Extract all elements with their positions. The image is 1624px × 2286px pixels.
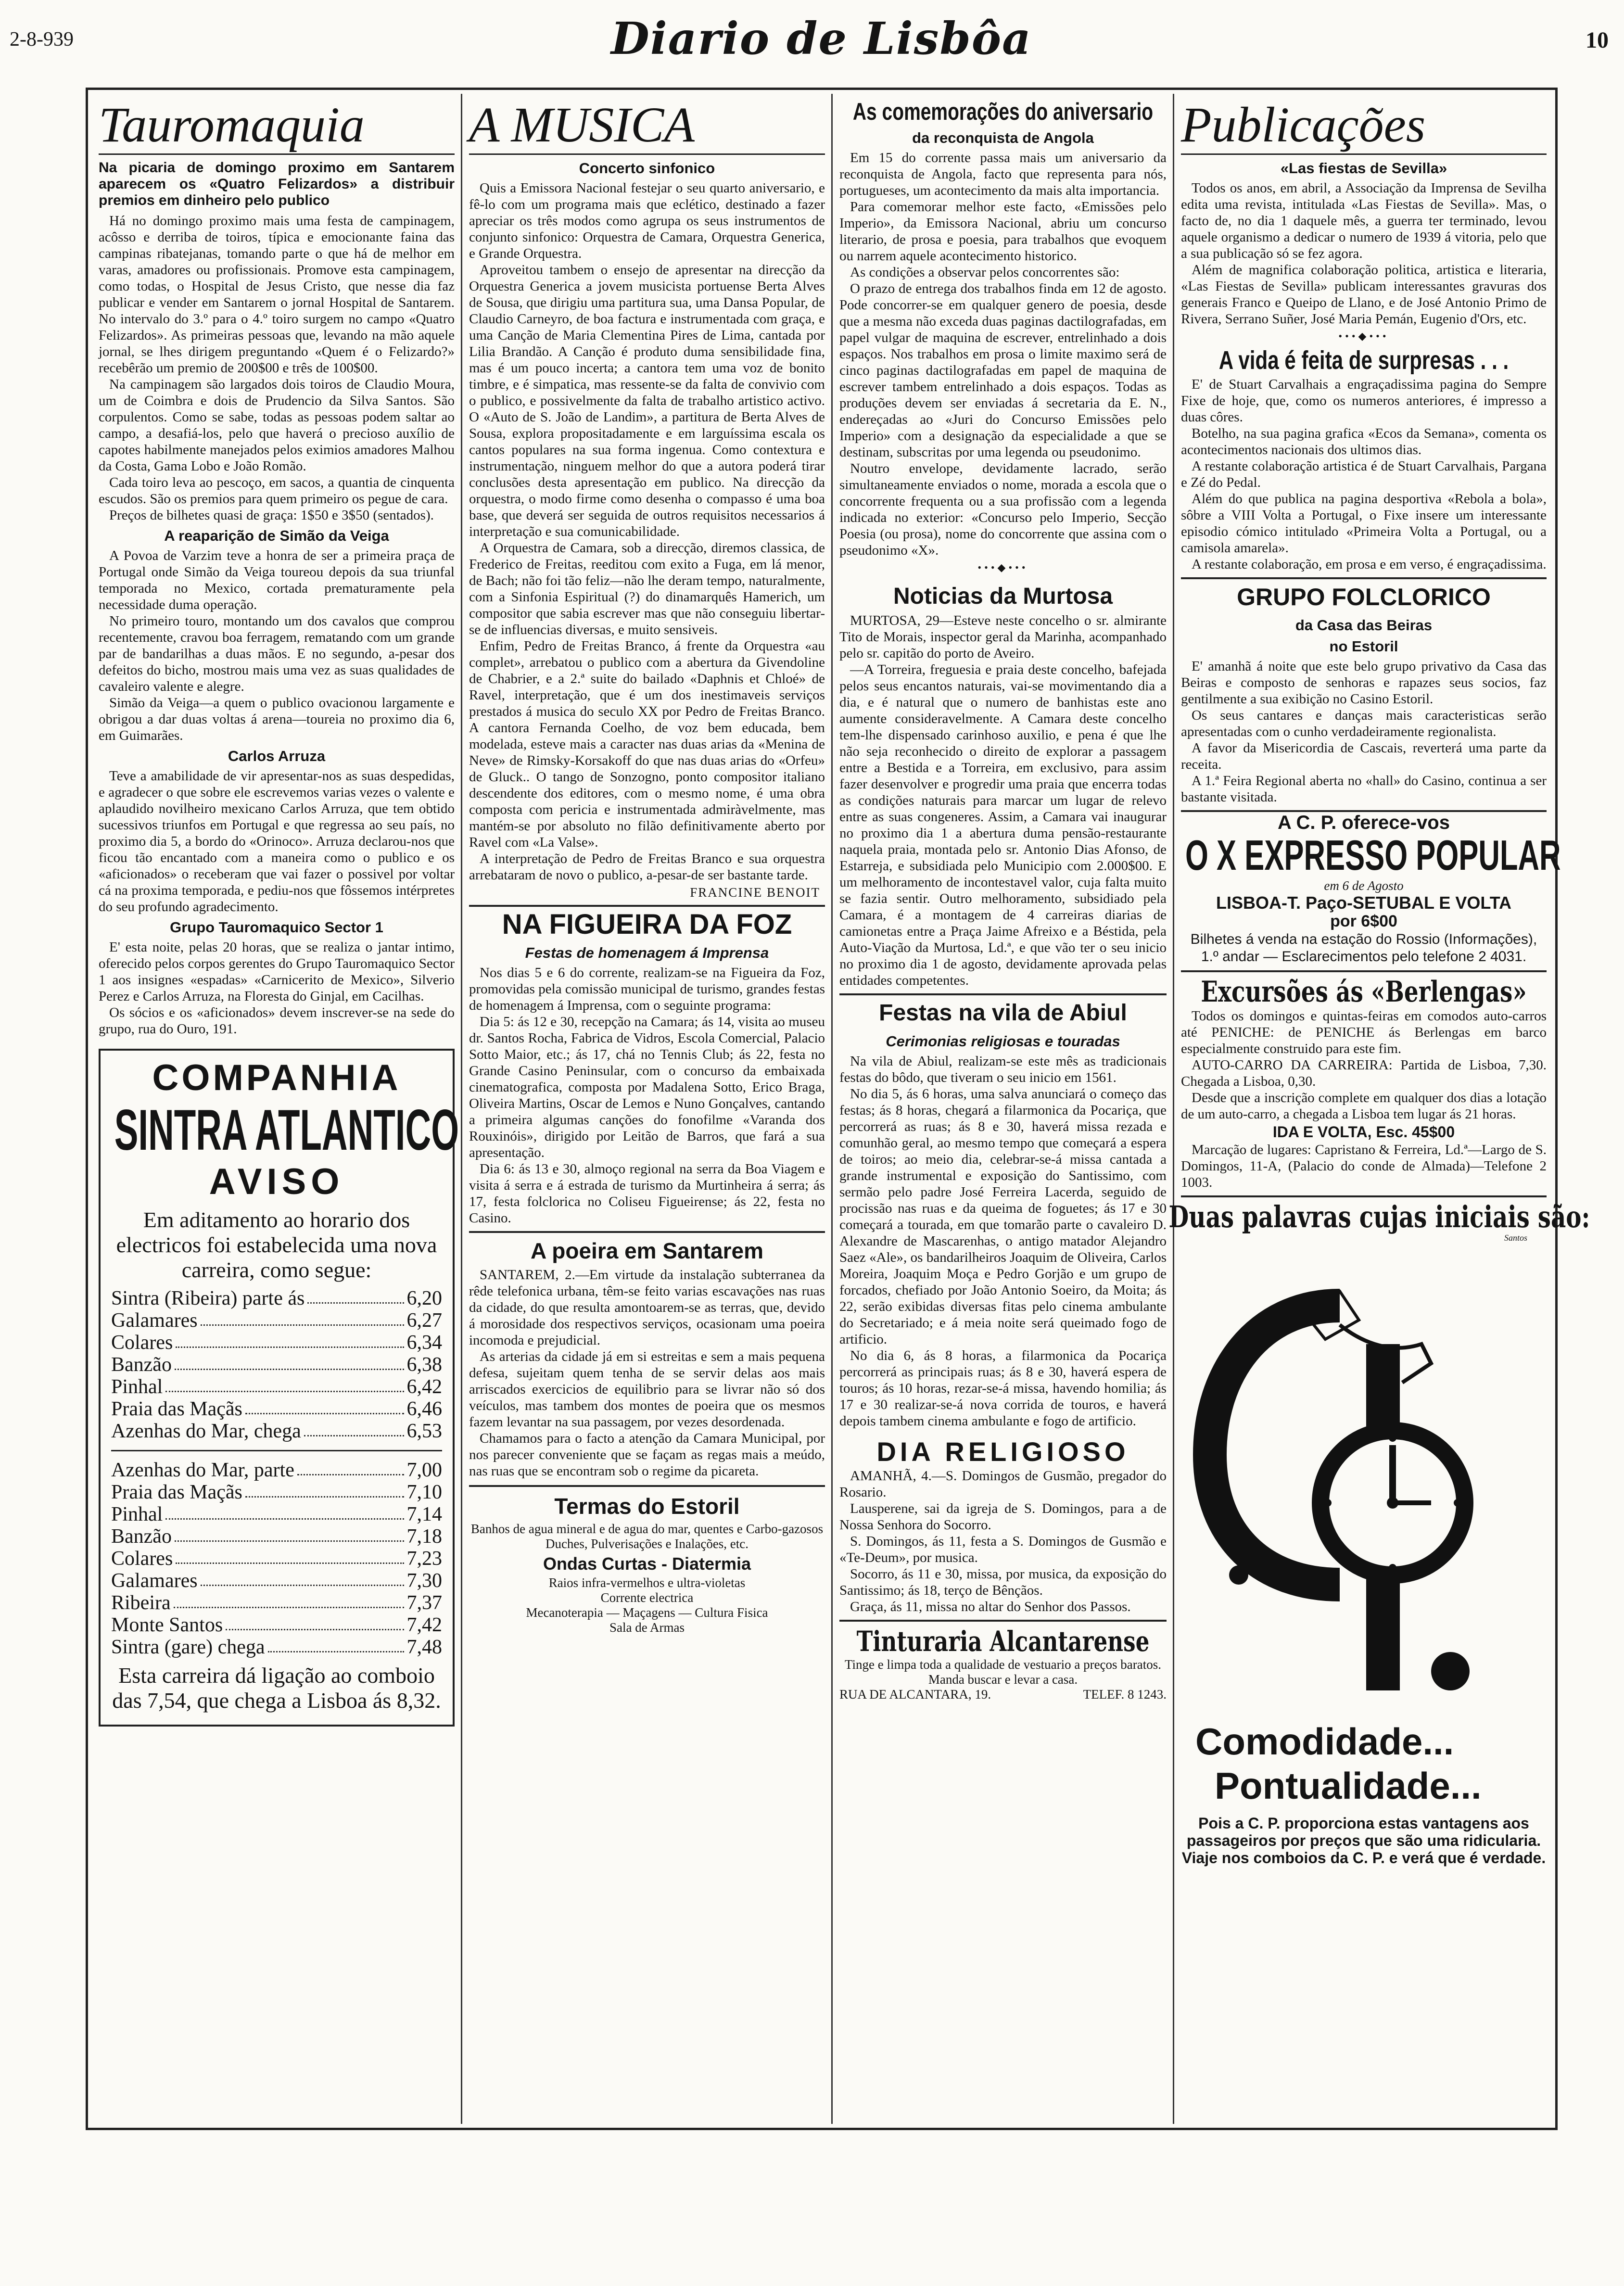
paragraph: Graça, ás 11, missa no altar do Senhor dos Passos. bbox=[850, 1599, 1131, 1614]
subheading: Grupo Tauromaquico Sector 1 bbox=[170, 919, 383, 936]
paragraph: Cada toiro leva ao pescoço, em sacos, a quantia de cinquenta escudos. São os premios para quem primeiro os pegue de cara. bbox=[99, 475, 455, 507]
ad-line: AUTO-CARRO DA CARREIRA: Partida de Lisboa, 7,30. Chegada a Lisboa, 0,30. bbox=[1181, 1057, 1547, 1089]
paragraph: No dia 6, ás 8 horas, a filarmonica da Pocariça percorrerá as principais ruas; ás 8 e 30, haverá espera de touros; ás 10 horas, rezar-se-á missa, havendo homilia; ás 17 e 30 realizar-se-á nova corrida de touros, e haverá depois tambem cinema ambulante e fogo de artificio. bbox=[839, 1348, 1167, 1429]
column-publicacoes bbox=[1168, 94, 1590, 2121]
termas-estoril-ad bbox=[469, 1485, 825, 1635]
station-name: Azenhas do Mar, parte bbox=[111, 1459, 294, 1481]
paragraph: A restante colaboração, em prosa e em verso, é engraçadissima. bbox=[1192, 557, 1547, 572]
leader-dots bbox=[307, 1287, 404, 1304]
departure-time: 7,00 bbox=[406, 1459, 442, 1481]
paragraph: As arterias da cidade já em si estreitas e sem a mais pequena defesa, sujeitam quem tenha de se servir delas aos mais arriscados exercicios de equilibrio para se livrar não só dos veículos, mas tambem dos montes de poeira que os mesmos fazem levantar na sua passagem, por vezes desordenada. bbox=[469, 1349, 825, 1430]
timetable-row bbox=[111, 1287, 442, 1309]
subheading: Cerimonias religiosas e touradas bbox=[886, 1033, 1120, 1050]
ad-date: em 6 de Agosto bbox=[1324, 878, 1404, 893]
timetable-row bbox=[111, 1548, 442, 1570]
author-signature: FRANCINE BENOIT bbox=[690, 885, 820, 900]
subheading: A reaparição de Simão da Veiga bbox=[164, 527, 389, 544]
ad-route: LISBOA-T. Paço-SETUBAL E VOLTA bbox=[1216, 893, 1512, 913]
departure-time: 6,20 bbox=[406, 1287, 442, 1309]
paragraph: Nos dias 5 e 6 do corrente, realizam-se na Figueira da Foz, promovidas pela comissão municipal de turismo, grandes festas de homenagem á Imprensa, com o seguinte programa: bbox=[469, 965, 825, 1013]
paragraph: MURTOSA, 29—Esteve neste concelho o sr. almirante Tito de Morais, inspector geral da Marinha, acompanhado pelo sr. capitão do porto de Aveiro. bbox=[839, 613, 1167, 661]
paragraph: Para comemorar melhor este facto, «Emissões pelo Imperio», da Emissora Nacional, abriu um concurso literario, de prosa e poesia, para trabalhos que evoquem ou narrem aquele acontecimento historico. bbox=[839, 199, 1167, 264]
article-headline: NA FIGUEIRA DA FOZ bbox=[469, 905, 825, 940]
leader-dots bbox=[165, 1503, 404, 1520]
timetable-row bbox=[111, 1398, 442, 1420]
section-heading: Tauromaquia bbox=[99, 99, 455, 155]
ornament-divider: •••◆••• bbox=[1338, 330, 1389, 342]
ad-line: Marcação de lugares: Capristano & Ferreira, Ld.ª—Largo de S. Domingos, 11-A, (Palacio do conde de Almada)—Telefone 2 1003. bbox=[1181, 1142, 1547, 1190]
departure-time: 7,42 bbox=[406, 1614, 442, 1636]
timetable-return bbox=[111, 1459, 442, 1658]
station-name: Praia das Maçãs bbox=[111, 1398, 242, 1420]
timetable-row bbox=[111, 1503, 442, 1525]
leader-dots bbox=[268, 1636, 404, 1652]
departure-time: 7,10 bbox=[406, 1481, 442, 1503]
divider bbox=[111, 1450, 442, 1451]
station-name: Banzão bbox=[111, 1525, 172, 1548]
timetable-row bbox=[111, 1309, 442, 1332]
column-rule bbox=[461, 94, 462, 2124]
paragraph: Preços de bilhetes quasi de graça: 1$50 e 3$50 (sentados). bbox=[109, 508, 434, 523]
departure-time: 7,18 bbox=[406, 1525, 442, 1548]
paragraph: Quis a Emissora Nacional festejar o seu quarto aniversario, e fê-lo com um programa mais que eclético, destinado a fazer apreciar os três modos como agrupa os seus instrumentos de conjunto sinfonico: Orquestra de Camara, Orquestra Generica, e Grande Orquestra. bbox=[469, 180, 825, 261]
leader-dots bbox=[201, 1570, 404, 1586]
masthead bbox=[0, 0, 1624, 82]
ad-title: O X EXPRESSO POPULAR bbox=[1185, 831, 1561, 879]
station-name: Sintra (gare) chega bbox=[111, 1636, 265, 1658]
timetable-row bbox=[111, 1332, 442, 1354]
departure-time: 7,23 bbox=[406, 1548, 442, 1570]
paragraph: Há no domingo proximo mais uma festa de campinagem, acôsso e derriba de toiros, típica e emocionante faina das campinas ribatejanas, tomando parte o que há de melhor em varas, amadores ou profissionais. Promove esta campinagem, como todas, o Hospital de Jesus Cristo, que nesse dia faz publicar e vender em Santarem o jornal Hospital de Santarem. No intervalo do 3.º para o 4.º toiro surgem no campo «Quatro Felizardos». As primeiras pessoas que, levando na mão aquele jornal, se lhes dirigem preguntando «Quem é o Felizardo?» recebêrão um premio de 200$00 e três de 100$00. bbox=[99, 213, 455, 376]
ad-line: Todos os domingos e quintas-feiras em comodos auto-carros até PENICHE: de PENICHE ás Berlengas em barco especialmente construido para este fim. bbox=[1181, 1008, 1547, 1056]
cp-slogan-ad bbox=[1168, 1195, 1590, 1867]
paragraph: Na vila de Abiul, realizam-se este mês as tradicionais festas do bôdo, que tiveram o seu inicio em 1561. bbox=[839, 1054, 1167, 1085]
station-name: Galamares bbox=[111, 1570, 198, 1592]
paragraph: Todos os anos, em abril, a Associação da Imprensa de Sevilha edita uma revista, intitulada «Las Fiestas de Sevilla». Mas, o facto de, no dia 1 daquele mês, a guerra ter terminado, levou aquele organismo a dedicar o numero de 1939 á vitoria, pelo que a sua publicação só se fez agora. bbox=[1181, 180, 1547, 261]
column-rule bbox=[1173, 94, 1174, 2124]
departure-time: 6,38 bbox=[406, 1354, 442, 1376]
timetable-row bbox=[111, 1459, 442, 1481]
ad-notice: AVISO bbox=[209, 1161, 344, 1202]
departure-time: 6,42 bbox=[406, 1376, 442, 1398]
station-name: Colares bbox=[111, 1548, 173, 1570]
departure-time: 7,30 bbox=[406, 1570, 442, 1592]
timetable-row bbox=[111, 1636, 442, 1658]
paragraph: —A Torreira, freguesia e praia deste concelho, bafejada pelos seus encantos naturais, vai-se movimentando dia a dia, e é natural que o numero de banhistas este ano aumente consideravelmente. A Camara deste concelho tem-lhe dispensado carinhoso auxilio, e pena é que lhe não seja reconhecido o direito de explorar a passagem entre a Bestida e a Torreira, em exclusivo, para assim fazer desenvolver e progredir uma praia que encerra todas as condições naturais para marcar um lugar de relevo entre as suas congeneres. Assim, a Camara vai inaugurar no proximo dia 1 a abertura duma pensão-restaurante naquela praia, montada pelo sr. Antonio Dias Afonso, de Estarreja, e subsidiada pelo Municipio com 2.000$00. E um melhoramento de incontestavel valor, cuja falta muito se fazia sentir. Outro melhoramento, subsidiado pela Camara, é a montagem de 4 carreiras diarias de camionetas entre a Praça Jaime Afreixo e a Béstida, pela Auto-Viação da Murtosa, Ld.ª, e que vão ter o seu inicio no proximo dia 1 de agosto, devidamente aprovada pelas entidades competentes. bbox=[839, 662, 1167, 988]
subheading: «Las fiestas de Sevilla» bbox=[1280, 160, 1447, 177]
column-tauromaquia bbox=[94, 94, 459, 2121]
subheading: Carlos Arruza bbox=[228, 748, 326, 764]
ad-line: Tinge e limpa toda a qualidade de vestuario a preços baratos. Manda buscar e levar a casa. bbox=[844, 1657, 1162, 1687]
station-name: Pinhal bbox=[111, 1503, 163, 1525]
station-name: Pinhal bbox=[111, 1376, 163, 1398]
ad-contact bbox=[839, 1687, 1167, 1702]
paragraph: Na campinagem são largados dois toiros de Claudio Moura, um de Coimbra e dois de Prudencio da Silva Santos. São corpulentos. Como se sabe, todas as pessoas podem saltar ao campo, a desafiá-los, pelo que haverá o precioso auxílio de capotes habilmente manejados pelos eximios amadores Malhou da Costa, Gama Lobo e João Romão. bbox=[99, 377, 455, 474]
ad-title: SINTRA ATLANTICO bbox=[114, 1098, 459, 1162]
station-name: Banzão bbox=[111, 1354, 172, 1376]
column-rule bbox=[831, 94, 833, 2124]
paragraph: Enfim, Pedro de Freitas Branco, á frente da Orquestra «au complet», arrebatou o publico com a abertura da Givendoline de Chabrier, e a 2.ª suite do bailado «Daphnis et Chloé» de Ravel, interpretação, que é um dos inestimaveis serviços prestados á musica do seculo XX por Pedro de Freitas Branco. A cantora Fernanda Coelho, de voz bem educada, bem modelada, esteve mais a caracter nas duas arias da «Menina de Neve» de Rimsky-Korsakoff do que nas duas arias do «Orfeu» de Gluck.. O tango de Sonzogno, ponto compositor italiano descendente dos editores, com o mesmo nome, é uma obra composta com pericia e instrumentada admiràvelmente, mas mantém-se por absoluto no filão definitivamente aberto por Ravel com «La Valse». bbox=[469, 638, 825, 850]
ad-outro: Esta carreira dá ligação ao comboio das 7,54, que chega a Lisboa ás 8,32. bbox=[112, 1663, 441, 1713]
timetable-outbound bbox=[111, 1287, 442, 1442]
tinturaria-ad bbox=[839, 1620, 1167, 1702]
ad-title: Termas do Estoril bbox=[554, 1494, 740, 1519]
ad-phone: TELEF. 8 1243. bbox=[1083, 1687, 1167, 1702]
leader-dots bbox=[165, 1376, 404, 1392]
paragraph: Teve a amabilidade de vir apresentar-nos as suas despedidas, e agradecer o que sobre ele escrevemos varias vezes o valente e aplaudido novilheiro mexicano Carlos Arruza, que tem obtido sucessivos triunfos em Portugal e que regressa ao seu país, no proximo dia 5, a bordo do «Orinoco». Arruza declarou-nos que ficou tão encantado com a maneira como o publico e os «aficionados» o receberam que vai fazer o possivel por voltar cá na proxima temporada, e pediu-nos que fôssemos intérpretes do seu profundo agradecimento. bbox=[99, 768, 455, 914]
ad-headline: Duas palavras cujas iniciais são: bbox=[1168, 1199, 1590, 1234]
paragraph: A Povoa de Varzim teve a honra de ser a primeira praça de Portugal onde Simão da Veiga toureou depois da sua triunfal temporada no Mexico, cortada prematuramente pela necessidade duma operação. bbox=[99, 548, 455, 612]
leader-dots bbox=[245, 1481, 404, 1498]
departure-time: 6,46 bbox=[406, 1398, 442, 1420]
paragraph: Dia 6: ás 13 e 30, almoço regional na serra da Boa Viagem e visita á serra e á estrada de turismo da Murtinheira á serra; ás 17, festa folclorica no Coliseu Figueirense; ás 22, festa no Casino. bbox=[469, 1161, 825, 1226]
ad-info: Bilhetes á venda na estação do Rossio (Informações), 1.º andar — Esclarecimentos pelo telefone 2 4031. bbox=[1190, 931, 1537, 965]
article-headline: Noticias da Murtosa bbox=[893, 584, 1113, 609]
article-headline: As comemorações do aniversario bbox=[852, 98, 1154, 125]
ad-note: Pois a C. P. proporciona estas vantagens aos passageiros por preços que são uma ridicularia. Viaje nos comboios da C. P. e verá que é verdade. bbox=[1181, 1815, 1546, 1867]
paragraph: Dia 5: ás 12 e 30, recepção na Camara; ás 14, visita ao museu dr. Santos Rocha, Fabrica de Vidros, Escola Comercial, Palacio Sotto Maior, etc.; ás 17, chá no Tennis Club; ás 22, festa no Grande Casino Peninsular, com o concurso da embaixada cinematografica, composta por Madalena Sotto, Erico Braga, Oliveira Martins, Oscar de Lemos e Nuno Gonçalves, cantando a primeira algumas canções do fonofilme «Varanda dos Rouxinóis», dirigido por Leitão de Barros, que fará a sua apresentação. bbox=[469, 1014, 825, 1160]
article-headline: A vida é feita de surpresas . . . bbox=[1218, 346, 1509, 375]
paragraph: No dia 5, ás 6 horas, uma salva anunciará o começo das festas; ás 8 horas, chegará a filarmonica da Pocariça, que percorrerá as ruas; ás 8 e 30, haverá missa rezada e comunhão geral, ao mesmo tempo que começará a espera de toiros; ao meio dia, celebrar-se-á missa cantada a grande instrumental e exposição do Santissimo, com sermão pelo padre José Ferreira Lacerda, seguido de procissão nas ruas e da queima de foguetes; ás 17 e 30 começará a tourada, em que tomarão parte o cavaleiro D. Alexandre de Mascarenhas, o antigo matador Alejandro Saez «Ale», os bandarilheiros Joaquim de Oliveira, Carlos Moreira, Joaquim Moça e Pedro Gorjão e um grupo de forcados, chefiado por João Antonio Soeiro, da Moita; ás 22, serão exibidas diversas fitas pelo cinema ambulante do Secretariado; e á meia noite será queimado fogo de artificio. bbox=[839, 1086, 1167, 1347]
article-headline: A poeira em Santarem bbox=[469, 1231, 825, 1267]
paragraph: Aproveitou tambem o ensejo de apresentar na direcção da Orquestra Generica a jovem musicista portuense Berta Alves de Sousa, que dirigiu uma partitura sua, uma Dansa Popular, de Claudio Carneyro, de boa factura e instrumentada com graça, e uma Canção de Maria Clementina Pires de Lima, cantada por Lilia Brandão. A Canção é produto duma sensibilidade fina, mas é um pouco incerta; a cantora tem uma voz de bonito timbre, e é simpatica, mas ressente-se da falta de convivio com o publico, e possivelmente da falta de trabalho artistico activo. O «Auto de S. João de Landim», a partitura de Berta Alves de Sousa, explora propositadamente e em larguíssima escala os cantos populares na sua forma ingenua. Como contextura e instrumentação, ninguem melhor do que a autora poderá tirar conclusões desta apresentação em publico. Na direcção da orquestra, o modo firme como desenha o compasso é uma boa base, que deverá ser seguida de outros requisitos necessarios á interpretação e sua comunicabilidade. bbox=[469, 262, 825, 539]
page-number: 10 bbox=[1586, 27, 1609, 53]
timetable-row bbox=[111, 1614, 442, 1636]
paragraph: Lausperene, sai da igreja de S. Domingos, para a de Nossa Senhora do Socorro. bbox=[839, 1501, 1167, 1533]
subheading: da Casa das Beiras bbox=[1295, 617, 1433, 634]
timetable-row bbox=[111, 1570, 442, 1592]
paragraph: Além do que publica na pagina desportiva «Rebola a bola», sôbre a VIII Volta a Portugal, o Fixe insere um interessante episodio cómico intitulado «Primeira Volta a Portugal, ou a camisola amarela». bbox=[1181, 491, 1547, 556]
paragraph: E' esta noite, pelas 20 horas, que se realiza o jantar intimo, oferecido pelos corpos gerentes do Grupo Tauromaquico Sector 1 aos insignes «espadas» «Carnicerito de Mexico», Silverio Perez e Carlos Arruza, na Floresta do Ginjal, em Cacilhas. bbox=[99, 940, 455, 1004]
station-name: Galamares bbox=[111, 1309, 198, 1332]
leader-dots bbox=[175, 1525, 404, 1542]
subheading: Concerto sinfonico bbox=[579, 160, 715, 177]
ad-line: Raios infra-vermelhos e ultra-violetas bbox=[548, 1575, 746, 1590]
leader-dots bbox=[245, 1398, 404, 1414]
paragraph: Chamamos para o facto a atenção da Camara Municipal, por nos parecer conveniente que se façam as regas mais a meúdo, nas ruas que se encontram sob o regime da picareta. bbox=[469, 1431, 825, 1479]
leader-dots bbox=[174, 1592, 404, 1608]
paragraph: SANTAREM, 2.—Em virtude da instalação subterranea da rêde telefonica urbana, têm-se feito varias escavações nas ruas da cidade, do que resulta amontoarem-se as terras, que, devido á morosidade dos respectivos serviços, ocasionam uma poeira incomoda e prejudicial. bbox=[469, 1267, 825, 1348]
article-headline: GRUPO FOLCLORICO bbox=[1181, 577, 1547, 613]
subheading: da reconquista de Angola bbox=[912, 129, 1094, 146]
ad-price: IDA E VOLTA, Esc. 45$00 bbox=[1272, 1123, 1455, 1141]
issue-date: 2-8-939 bbox=[10, 28, 74, 51]
paragraph: Noutro envelope, devidamente lacrado, serão simultaneamente enviados o nome, morada a escola que o concorrente frequenta ou a sua profissão com a legenda indicada no exterior: «Concurso pelo Imperio, Secção Poesia (ou prosa), nome do concorrente que assina com o pseudonimo «X». bbox=[839, 461, 1167, 558]
paragraph: A favor da Misericordia de Cascais, reverterá uma parte da receita. bbox=[1181, 740, 1547, 772]
ad-price: por 6$00 bbox=[1330, 912, 1397, 930]
paragraph: E' amanhã á noite que este belo grupo privativo da Casa das Beiras e composto de senhoras e rapazes seus socios, faz gentilmente a sua exibição no Casino Estoril. bbox=[1181, 659, 1547, 707]
cp-expresso-ad bbox=[1181, 810, 1561, 965]
leader-dots bbox=[201, 1309, 404, 1326]
column-news bbox=[835, 94, 1171, 2121]
article-headline: DIA RELIGIOSO bbox=[876, 1436, 1129, 1467]
station-name: Praia das Maçãs bbox=[111, 1481, 242, 1503]
timetable-row bbox=[111, 1376, 442, 1398]
timetable-row bbox=[111, 1420, 442, 1442]
column-musica bbox=[464, 94, 830, 2121]
ad-title: Excursões ás «Berlengas» bbox=[1201, 975, 1527, 1009]
article-headline: Na picaria de domingo proximo em Santarem aparecem os «Quatro Felizardos» a distribuir premios em dinheiro pelo publico bbox=[99, 160, 455, 208]
leader-dots bbox=[176, 1332, 404, 1348]
ad-intro: Em aditamento ao horario dos electricos foi estabelecida uma nova carreira, como segue: bbox=[116, 1207, 437, 1282]
newspaper-title: Diario de Lisbôa bbox=[611, 13, 1032, 64]
slogan-pontualidade: Pontualidade... bbox=[1215, 1765, 1482, 1807]
station-name: Ribeira bbox=[111, 1592, 171, 1614]
departure-time: 6,53 bbox=[406, 1420, 442, 1442]
timetable-row bbox=[111, 1592, 442, 1614]
paragraph: Além de magnifica colaboração politica, artistica e literaria, «Las Fiestas de Sevilla» publicam interessantes gravuras dos generais Franco e Queipo de Llano, e de José Antonio Primo de Rivera, Serrano Suñer, José Maria Pemán, Eugenio d'Ors, etc. bbox=[1181, 262, 1547, 327]
paragraph: S. Domingos, ás 11, festa a S. Domingos de Gusmão e «Te-Deum», por musica. bbox=[839, 1534, 1167, 1565]
ad-line: A C. P. oferece-vos bbox=[1278, 812, 1450, 833]
article-headline: Festas na vila de Abiul bbox=[839, 993, 1167, 1029]
ad-line: Sala de Armas bbox=[609, 1620, 685, 1635]
sintra-atlantico-ad bbox=[99, 1049, 459, 1727]
ad-line: Desde que a inscrição complete em qualquer dos dias a lotação de um auto-carro, a chegada a Lisboa tem lugar ás 21 horas. bbox=[1181, 1090, 1547, 1122]
section-heading: A MUSICA bbox=[469, 99, 825, 155]
departure-time: 7,48 bbox=[406, 1636, 442, 1658]
ad-title: Tinturaria Alcantarense bbox=[856, 1625, 1150, 1658]
ad-company: COMPANHIA bbox=[152, 1057, 401, 1098]
leader-dots bbox=[176, 1548, 404, 1564]
timetable-row bbox=[111, 1354, 442, 1376]
paragraph: Em 15 do corrente passa mais um aniversario da reconquista de Angola, facto que representa para nós, portugueses, um acontecimento da mais alta importancia. bbox=[839, 150, 1167, 198]
paragraph: A interpretação de Pedro de Freitas Branco e sua orquestra arrebataram de novo o publico, a-pesar-de ser bastante tarde. bbox=[469, 851, 825, 883]
departure-time: 7,14 bbox=[406, 1503, 442, 1525]
timetable-row bbox=[111, 1481, 442, 1503]
paragraph: E' de Stuart Carvalhais a engraçadissima pagina do Sempre Fixe de hoje, que, como os numeros anteriores, é impresso a duas côres. bbox=[1181, 377, 1547, 425]
leader-dots bbox=[226, 1614, 404, 1630]
artist-signature: Santos bbox=[1504, 1233, 1527, 1243]
cp-clock-logo-icon bbox=[1181, 1248, 1547, 1719]
paragraph: Os seus cantares e danças mais caracteristicas serão apresentadas com o cunho verdadeiramente regionalista. bbox=[1181, 708, 1547, 739]
subheading: no Estoril bbox=[1329, 638, 1398, 655]
ad-line: Mecanoterapia — Maçagens — Cultura Fisica bbox=[526, 1605, 768, 1620]
paragraph: AMANHÃ, 4.—S. Domingos de Gusmão, pregador do Rosario. bbox=[839, 1468, 1167, 1500]
paragraph: Botelho, na sua pagina grafica «Ecos da Semana», comenta os acontecimentos nacionais dos ultimos dias. bbox=[1181, 426, 1547, 457]
paragraph: As condições a observar pelos concorrentes são: bbox=[850, 265, 1120, 280]
station-name: Monte Santos bbox=[111, 1614, 223, 1636]
station-name: Colares bbox=[111, 1332, 173, 1354]
ad-address: RUA DE ALCANTARA, 19. bbox=[839, 1687, 991, 1702]
ad-line: Duches, Pulverisações e Inalações, etc. bbox=[545, 1537, 749, 1551]
ad-line: Corrente electrica bbox=[600, 1590, 694, 1605]
paragraph: No primeiro touro, montando um dos cavalos que comprou recentemente, cravou boa ferragem, rematando com um grande par de bandarilhas a duas mãos. E no segundo, a-pesar dos defeitos do bicho, mostrou mais uma vez as suas qualidades de cavaleiro valente e alegre. bbox=[99, 613, 455, 694]
section-heading: Publicações bbox=[1181, 99, 1547, 155]
station-name: Azenhas do Mar, chega bbox=[111, 1420, 301, 1442]
slogan-comodidade: Comodidade... bbox=[1195, 1720, 1454, 1763]
station-name: Sintra (Ribeira) parte ás bbox=[111, 1287, 305, 1309]
leader-dots bbox=[175, 1354, 404, 1370]
paragraph: O prazo de entrega dos trabalhos finda em 12 de agosto. Pode concorrer-se em qualquer genero de poesia, desde que a mesma não exceda duas paginas dactilografadas, em papel vulgar de maquina de escrever, entrelinhado a dois espaços. Nos trabalhos em prosa o limite maximo será de cinco paginas dactilografadas em papel de maquina de escrever tambem entrelinhado a dois espaços. Todas as produções devem ser enviadas á secretaria da E. N., endereçadas ao «Juri do Concurso Emissões pelo Imperio» com a designação da especialidade a que se destinam, subscritas por uma legenda ou pseudonimo. bbox=[839, 281, 1167, 460]
paragraph: Os sócios e os «aficionados» devem inscrever-se na sede do grupo, rua do Ouro, 191. bbox=[99, 1005, 455, 1037]
departure-time: 6,34 bbox=[406, 1332, 442, 1354]
leader-dots bbox=[297, 1459, 404, 1475]
departure-time: 6,27 bbox=[406, 1309, 442, 1332]
ad-subtitle: Ondas Curtas - Diatermia bbox=[543, 1554, 751, 1574]
departure-time: 7,37 bbox=[406, 1592, 442, 1614]
paragraph: Socorro, ás 11 e 30, missa, por musica, da exposição do Santissimo; ás 18, terço de Bênçãos. bbox=[839, 1566, 1167, 1598]
paragraph: A Orquestra de Camara, sob a direcção, diremos classica, de Frederico de Freitas, reeditou com exito a Fuga, em lá menor, de Bach; não foi tão feliz—não lhe deram tempo, naturalmente, com a Sinfonia Espiritual (?) do dinamarquês Hamerich, um compositor que sabia escrever mas que não conseguiu libertar-se de influencias diversas, e muito sensiveis. bbox=[469, 540, 825, 637]
leader-dots bbox=[304, 1420, 404, 1436]
ad-line: Banhos de agua mineral e de agua do mar, quentes e Carbo-gazosos bbox=[470, 1522, 824, 1536]
paragraph: Simão da Veiga—a quem o publico ovacionou largamente e obrigou a dar duas voltas á arena—toureia no proximo dia 6, em Guimarães. bbox=[99, 695, 455, 743]
ornament-divider: •••◆••• bbox=[977, 561, 1028, 573]
berlengas-ad bbox=[1181, 970, 1547, 1191]
subheading: Festas de homenagem á Imprensa bbox=[525, 944, 769, 961]
paragraph: A 1.ª Feira Regional aberta no «hall» do Casino, continua a ser bastante visitada. bbox=[1181, 773, 1547, 805]
timetable-row bbox=[111, 1525, 442, 1548]
paragraph: A restante colaboração artistica é de Stuart Carvalhais, Pargana e Zé do Pedal. bbox=[1181, 458, 1547, 490]
